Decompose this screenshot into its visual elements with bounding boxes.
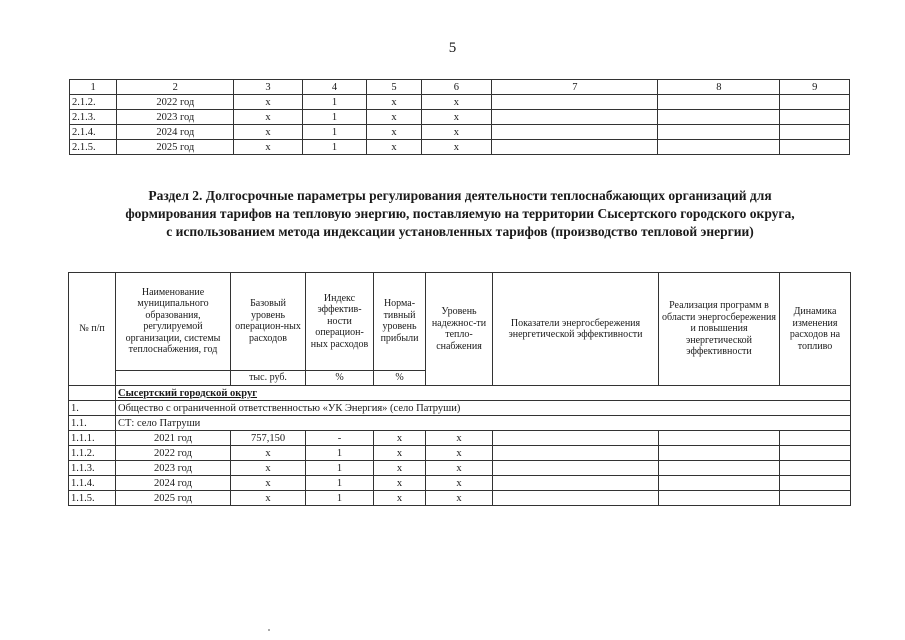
header-norm: Норма-тивный уровень прибыли xyxy=(374,273,426,371)
table-cell xyxy=(658,125,780,140)
table-row xyxy=(70,140,850,155)
table-cell: х xyxy=(421,110,492,125)
table-cell xyxy=(659,491,780,506)
table-cell xyxy=(780,446,851,461)
table-cell xyxy=(658,140,780,155)
header-name: Наименование муниципального образования, регулируемой организации, системы теплоснабжения, год xyxy=(116,273,231,371)
table-cell xyxy=(780,431,851,446)
table-cell: х xyxy=(234,140,303,155)
table-row xyxy=(69,446,851,461)
header-cell: 8 xyxy=(658,80,780,95)
table-header-row xyxy=(69,273,851,371)
table-cell: х xyxy=(231,476,306,491)
table-cell: 1 xyxy=(306,491,374,506)
table-cell: х xyxy=(421,125,492,140)
header-cell: 3 xyxy=(234,80,303,95)
table-cell: х xyxy=(426,491,493,506)
table-cell xyxy=(780,95,850,110)
table-cell: 1 xyxy=(306,446,374,461)
table-cell: х xyxy=(234,125,303,140)
section-title-line: формирования тарифов на тепловую энергию, поставляемую на территории Сысертского городского округа, xyxy=(125,206,795,221)
table-cell xyxy=(493,476,659,491)
table-header-row xyxy=(70,80,850,95)
row-number: 1.1. xyxy=(69,416,116,431)
table-cell xyxy=(658,95,780,110)
row-number: 2.1.2. xyxy=(70,95,117,110)
table-cell xyxy=(780,140,850,155)
org-row xyxy=(69,401,851,416)
table-row xyxy=(69,431,851,446)
table-cell xyxy=(658,110,780,125)
table-cell xyxy=(492,95,658,110)
table-row xyxy=(69,491,851,506)
table-cell: 1 xyxy=(306,461,374,476)
table-cell: х xyxy=(426,461,493,476)
table-cell: х xyxy=(367,95,421,110)
table-cell: х xyxy=(234,95,303,110)
table-cell xyxy=(780,461,851,476)
header-programs: Реализация программ в области энергосбережения и повышения энергетической эффективности xyxy=(659,273,780,386)
table-cell: х xyxy=(367,110,421,125)
table-cell xyxy=(492,125,658,140)
table-cell xyxy=(780,125,850,140)
table-cell xyxy=(659,476,780,491)
table-cell: 1 xyxy=(302,95,366,110)
table-cell: х xyxy=(231,446,306,461)
table-row xyxy=(69,461,851,476)
table-cell: х xyxy=(231,491,306,506)
table-cell xyxy=(492,110,658,125)
table-cell: х xyxy=(367,140,421,155)
table-cell xyxy=(780,491,851,506)
header-indicators: Показатели энергосбережения энергетической эффективности xyxy=(493,273,659,386)
units-empty xyxy=(116,370,231,385)
district-row xyxy=(69,386,851,401)
table-cell xyxy=(493,431,659,446)
unit-index: % xyxy=(306,370,374,385)
unit-base: тыс. руб. xyxy=(231,370,306,385)
row-number: 2.1.4. xyxy=(70,125,117,140)
table-cell xyxy=(780,110,850,125)
table-cell xyxy=(493,446,659,461)
system-name: СТ: село Патруши xyxy=(116,416,851,431)
table-cell: х xyxy=(367,125,421,140)
table-cell xyxy=(659,461,780,476)
table-row xyxy=(69,476,851,491)
year-cell: 2021 год xyxy=(116,431,231,446)
row-number: 1.1.2. xyxy=(69,446,116,461)
section-title-line: Раздел 2. Долгосрочные параметры регулирования деятельности теплоснабжающих организаций для xyxy=(148,188,772,203)
table-cell: - xyxy=(306,431,374,446)
scan-speck xyxy=(268,629,270,631)
table-cell xyxy=(492,140,658,155)
header-cell: 6 xyxy=(421,80,492,95)
page-number: 5 xyxy=(448,40,457,56)
year-cell: 2023 год xyxy=(117,110,234,125)
unit-norm: % xyxy=(374,370,426,385)
table-cell: х xyxy=(374,491,426,506)
header-cell: 9 xyxy=(780,80,850,95)
row-number: 1.1.1. xyxy=(69,431,116,446)
section-title xyxy=(60,187,860,241)
row-number: 2.1.5. xyxy=(70,140,117,155)
header-index: Индекс эффектив-ности операцион-ных расходов xyxy=(306,273,374,371)
table-row xyxy=(70,125,850,140)
table-cell xyxy=(69,386,116,401)
header-base: Базовый уровень операцион-ных расходов xyxy=(231,273,306,371)
table-row xyxy=(70,110,850,125)
row-number: 1. xyxy=(69,401,116,416)
parameters-table xyxy=(68,272,851,506)
table-cell: х xyxy=(426,476,493,491)
table-row xyxy=(70,95,850,110)
table-cell: х xyxy=(374,446,426,461)
header-num: № п/п xyxy=(69,273,116,386)
header-cell: 1 xyxy=(70,80,117,95)
district-label: Сысертский городской округ xyxy=(118,387,258,399)
district-name xyxy=(116,386,851,401)
table-cell: х xyxy=(374,461,426,476)
year-cell: 2024 год xyxy=(117,125,234,140)
header-reliability: Уровень надежнос-ти тепло-снабжения xyxy=(426,273,493,386)
table-cell: х xyxy=(231,461,306,476)
row-number: 1.1.4. xyxy=(69,476,116,491)
row-number: 1.1.3. xyxy=(69,461,116,476)
table-cell: 1 xyxy=(302,125,366,140)
header-cell: 7 xyxy=(492,80,658,95)
system-row xyxy=(69,416,851,431)
header-cell: 5 xyxy=(367,80,421,95)
header-cell: 4 xyxy=(302,80,366,95)
table-cell xyxy=(493,461,659,476)
table-cell: х xyxy=(426,446,493,461)
table-cell xyxy=(659,446,780,461)
table-cell: х xyxy=(421,140,492,155)
table-cell: х xyxy=(421,95,492,110)
header-cell: 2 xyxy=(117,80,234,95)
year-cell: 2024 год xyxy=(116,476,231,491)
org-name: Общество с ограниченной ответственностью «УК Энергия» (село Патруши) xyxy=(116,401,851,416)
row-number: 2.1.3. xyxy=(70,110,117,125)
table-cell: 1 xyxy=(306,476,374,491)
table-cell xyxy=(659,431,780,446)
table-cell xyxy=(780,476,851,491)
section-title-line: с использованием метода индексации установленных тарифов (производство тепловой энергии) xyxy=(166,224,754,239)
year-cell: 2025 год xyxy=(116,491,231,506)
table-cell: 1 xyxy=(302,110,366,125)
year-cell: 2022 год xyxy=(117,95,234,110)
table-cell: х xyxy=(234,110,303,125)
table-cell: 757,150 xyxy=(231,431,306,446)
continuation-table xyxy=(69,79,850,155)
table-cell: х xyxy=(374,476,426,491)
year-cell: 2022 год xyxy=(116,446,231,461)
table-cell xyxy=(493,491,659,506)
table-cell: 1 xyxy=(302,140,366,155)
year-cell: 2023 год xyxy=(116,461,231,476)
table-cell: х xyxy=(426,431,493,446)
header-dynamics: Динамика изменения расходов на топливо xyxy=(780,273,851,386)
row-number: 1.1.5. xyxy=(69,491,116,506)
year-cell: 2025 год xyxy=(117,140,234,155)
table-cell: х xyxy=(374,431,426,446)
